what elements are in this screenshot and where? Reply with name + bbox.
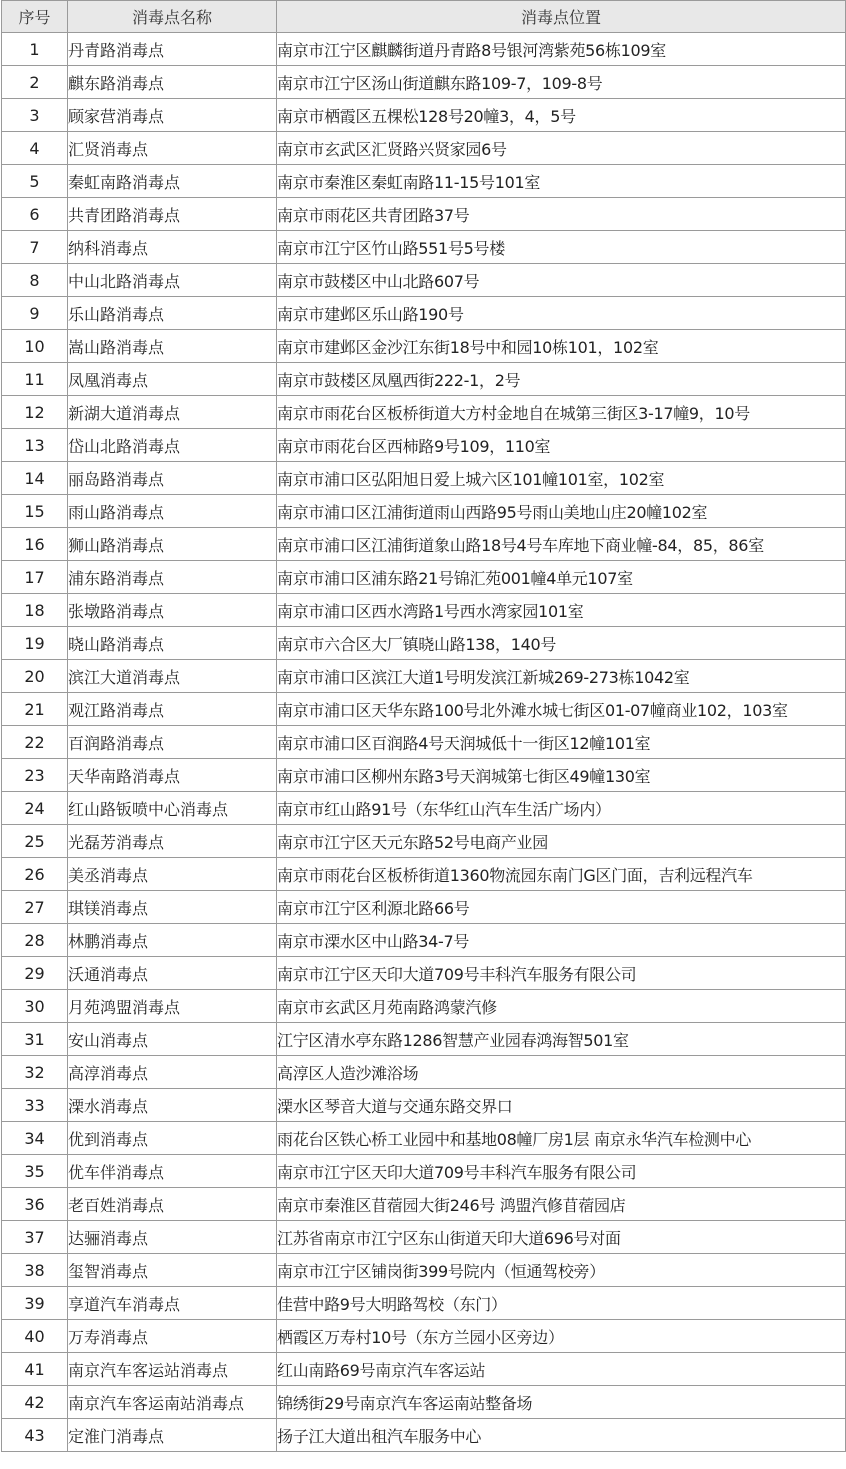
row-name: 岱山北路消毒点 bbox=[68, 429, 277, 462]
header-name: 消毒点名称 bbox=[68, 1, 277, 33]
row-number: 43 bbox=[2, 1419, 68, 1452]
row-name: 定淮门消毒点 bbox=[68, 1419, 277, 1452]
row-number: 29 bbox=[2, 957, 68, 990]
row-number: 7 bbox=[2, 231, 68, 264]
row-name: 百润路消毒点 bbox=[68, 726, 277, 759]
table-row bbox=[2, 1254, 846, 1287]
row-name: 老百姓消毒点 bbox=[68, 1188, 277, 1221]
row-number: 19 bbox=[2, 627, 68, 660]
row-location: 南京市红山路91号（东华红山汽车生活广场内） bbox=[277, 792, 846, 825]
table-row bbox=[2, 1155, 846, 1188]
row-number: 41 bbox=[2, 1353, 68, 1386]
table-row bbox=[2, 594, 846, 627]
row-location: 南京市六合区大厂镇晓山路138，140号 bbox=[277, 627, 846, 660]
row-location: 江苏省南京市江宁区东山街道天印大道696号对面 bbox=[277, 1221, 846, 1254]
row-name: 秦虹南路消毒点 bbox=[68, 165, 277, 198]
table-body bbox=[2, 33, 846, 1452]
table-row bbox=[2, 495, 846, 528]
header-no: 序号 bbox=[2, 1, 68, 33]
row-number: 21 bbox=[2, 693, 68, 726]
table-row bbox=[2, 528, 846, 561]
row-location: 溧水区琴音大道与交通东路交界口 bbox=[277, 1089, 846, 1122]
row-name: 沃通消毒点 bbox=[68, 957, 277, 990]
row-number: 14 bbox=[2, 462, 68, 495]
header-row bbox=[2, 1, 846, 33]
row-location: 锦绣街29号南京汽车客运南站整备场 bbox=[277, 1386, 846, 1419]
row-location: 扬子江大道出租汽车服务中心 bbox=[277, 1419, 846, 1452]
row-number: 1 bbox=[2, 33, 68, 66]
row-name: 月苑鸿盟消毒点 bbox=[68, 990, 277, 1023]
row-name: 红山路钣喷中心消毒点 bbox=[68, 792, 277, 825]
row-location: 南京市江宁区天元东路52号电商产业园 bbox=[277, 825, 846, 858]
row-name: 优车伴消毒点 bbox=[68, 1155, 277, 1188]
row-number: 28 bbox=[2, 924, 68, 957]
row-location: 南京市浦口区浦东路21号锦汇苑001幢4单元107室 bbox=[277, 561, 846, 594]
table-row bbox=[2, 99, 846, 132]
table-row bbox=[2, 165, 846, 198]
row-location: 南京市浦口区西水湾路1号西水湾家园101室 bbox=[277, 594, 846, 627]
row-location: 高淳区人造沙滩浴场 bbox=[277, 1056, 846, 1089]
table-row bbox=[2, 132, 846, 165]
row-number: 20 bbox=[2, 660, 68, 693]
table-row bbox=[2, 462, 846, 495]
row-location: 南京市建邺区乐山路190号 bbox=[277, 297, 846, 330]
row-number: 8 bbox=[2, 264, 68, 297]
row-location: 南京市溧水区中山路34-7号 bbox=[277, 924, 846, 957]
row-number: 18 bbox=[2, 594, 68, 627]
row-location: 南京市建邺区金沙江东街18号中和园10栋101，102室 bbox=[277, 330, 846, 363]
row-location: 南京市江宁区竹山路551号5号楼 bbox=[277, 231, 846, 264]
row-location: 南京市栖霞区五棵松128号20幢3，4，5号 bbox=[277, 99, 846, 132]
row-name: 安山消毒点 bbox=[68, 1023, 277, 1056]
row-location: 南京市浦口区百润路4号天润城低十一街区12幢101室 bbox=[277, 726, 846, 759]
row-name: 滨江大道消毒点 bbox=[68, 660, 277, 693]
row-name: 浦东路消毒点 bbox=[68, 561, 277, 594]
row-number: 15 bbox=[2, 495, 68, 528]
row-name: 琪镁消毒点 bbox=[68, 891, 277, 924]
row-location: 雨花台区铁心桥工业园中和基地08幢厂房1层 南京永华汽车检测中心 bbox=[277, 1122, 846, 1155]
table-row bbox=[2, 1386, 846, 1419]
table-row bbox=[2, 66, 846, 99]
table-row bbox=[2, 429, 846, 462]
table-row bbox=[2, 1089, 846, 1122]
table-row bbox=[2, 891, 846, 924]
row-location: 南京市秦淮区苜蓿园大街246号 鸿盟汽修苜蓿园店 bbox=[277, 1188, 846, 1221]
table-row bbox=[2, 627, 846, 660]
row-name: 新湖大道消毒点 bbox=[68, 396, 277, 429]
table-row bbox=[2, 1122, 846, 1155]
table-row bbox=[2, 858, 846, 891]
row-name: 嵩山路消毒点 bbox=[68, 330, 277, 363]
row-location: 佳营中路9号大明路驾校（东门） bbox=[277, 1287, 846, 1320]
row-location: 栖霞区万寿村10号（东方兰园小区旁边） bbox=[277, 1320, 846, 1353]
row-name: 美丞消毒点 bbox=[68, 858, 277, 891]
row-name: 共青团路消毒点 bbox=[68, 198, 277, 231]
row-number: 16 bbox=[2, 528, 68, 561]
row-number: 38 bbox=[2, 1254, 68, 1287]
row-number: 42 bbox=[2, 1386, 68, 1419]
row-location: 南京市江宁区麒麟街道丹青路8号银河湾紫苑56栋109室 bbox=[277, 33, 846, 66]
row-location: 南京市浦口区天华东路100号北外滩水城七街区01-07幢商业102，103室 bbox=[277, 693, 846, 726]
row-name: 丽岛路消毒点 bbox=[68, 462, 277, 495]
table-row bbox=[2, 924, 846, 957]
table-row bbox=[2, 660, 846, 693]
row-number: 12 bbox=[2, 396, 68, 429]
row-name: 观江路消毒点 bbox=[68, 693, 277, 726]
row-location: 南京市江宁区汤山街道麒东路109-7，109-8号 bbox=[277, 66, 846, 99]
row-number: 2 bbox=[2, 66, 68, 99]
row-name: 张墩路消毒点 bbox=[68, 594, 277, 627]
row-name: 林鹏消毒点 bbox=[68, 924, 277, 957]
table-row bbox=[2, 957, 846, 990]
table-row bbox=[2, 363, 846, 396]
row-name: 高淳消毒点 bbox=[68, 1056, 277, 1089]
table-row bbox=[2, 198, 846, 231]
table-row bbox=[2, 330, 846, 363]
row-number: 22 bbox=[2, 726, 68, 759]
row-number: 31 bbox=[2, 1023, 68, 1056]
row-number: 34 bbox=[2, 1122, 68, 1155]
row-name: 顾家营消毒点 bbox=[68, 99, 277, 132]
row-location: 南京市鼓楼区中山北路607号 bbox=[277, 264, 846, 297]
row-number: 35 bbox=[2, 1155, 68, 1188]
row-name: 万寿消毒点 bbox=[68, 1320, 277, 1353]
row-name: 晓山路消毒点 bbox=[68, 627, 277, 660]
row-number: 39 bbox=[2, 1287, 68, 1320]
table-row bbox=[2, 1287, 846, 1320]
row-number: 11 bbox=[2, 363, 68, 396]
row-number: 40 bbox=[2, 1320, 68, 1353]
row-number: 3 bbox=[2, 99, 68, 132]
row-name: 雨山路消毒点 bbox=[68, 495, 277, 528]
row-location: 南京市浦口区江浦街道象山路18号4号车库地下商业幢-84，85，86室 bbox=[277, 528, 846, 561]
row-name: 麒东路消毒点 bbox=[68, 66, 277, 99]
row-location: 南京市浦口区江浦街道雨山西路95号雨山美地山庄20幢102室 bbox=[277, 495, 846, 528]
row-name: 汇贤消毒点 bbox=[68, 132, 277, 165]
table-row bbox=[2, 297, 846, 330]
row-number: 9 bbox=[2, 297, 68, 330]
table-row bbox=[2, 231, 846, 264]
table-row bbox=[2, 792, 846, 825]
row-name: 光磊芳消毒点 bbox=[68, 825, 277, 858]
table-row bbox=[2, 1023, 846, 1056]
row-name: 乐山路消毒点 bbox=[68, 297, 277, 330]
table-row bbox=[2, 264, 846, 297]
row-location: 南京市江宁区铺岗街399号院内（恒通驾校旁） bbox=[277, 1254, 846, 1287]
table-row bbox=[2, 1320, 846, 1353]
row-number: 4 bbox=[2, 132, 68, 165]
row-location: 江宁区清水亭东路1286智慧产业园春鸿海智501室 bbox=[277, 1023, 846, 1056]
table-row bbox=[2, 1221, 846, 1254]
row-number: 23 bbox=[2, 759, 68, 792]
row-number: 30 bbox=[2, 990, 68, 1023]
table-row bbox=[2, 33, 846, 66]
row-number: 36 bbox=[2, 1188, 68, 1221]
row-name: 玺智消毒点 bbox=[68, 1254, 277, 1287]
row-name: 享道汽车消毒点 bbox=[68, 1287, 277, 1320]
row-location: 南京市雨花台区板桥街道1360物流园东南门G区门面，吉利远程汽车 bbox=[277, 858, 846, 891]
row-name: 南京汽车客运南站消毒点 bbox=[68, 1386, 277, 1419]
row-number: 10 bbox=[2, 330, 68, 363]
row-location: 南京市雨花台区板桥街道大方村金地自在城第三街区3-17幢9，10号 bbox=[277, 396, 846, 429]
row-number: 6 bbox=[2, 198, 68, 231]
row-name: 达骊消毒点 bbox=[68, 1221, 277, 1254]
row-location: 红山南路69号南京汽车客运站 bbox=[277, 1353, 846, 1386]
row-name: 凤凰消毒点 bbox=[68, 363, 277, 396]
row-number: 26 bbox=[2, 858, 68, 891]
table-row bbox=[2, 1188, 846, 1221]
row-number: 25 bbox=[2, 825, 68, 858]
table-row bbox=[2, 396, 846, 429]
row-location: 南京市江宁区利源北路66号 bbox=[277, 891, 846, 924]
table-row bbox=[2, 825, 846, 858]
table-row bbox=[2, 726, 846, 759]
table-row bbox=[2, 1353, 846, 1386]
row-name: 南京汽车客运站消毒点 bbox=[68, 1353, 277, 1386]
row-number: 33 bbox=[2, 1089, 68, 1122]
row-number: 17 bbox=[2, 561, 68, 594]
row-name: 优到消毒点 bbox=[68, 1122, 277, 1155]
header-location: 消毒点位置 bbox=[277, 1, 846, 33]
row-location: 南京市浦口区弘阳旭日爱上城六区101幢101室，102室 bbox=[277, 462, 846, 495]
row-location: 南京市玄武区月苑南路鸿蒙汽修 bbox=[277, 990, 846, 1023]
row-name: 溧水消毒点 bbox=[68, 1089, 277, 1122]
row-number: 24 bbox=[2, 792, 68, 825]
row-name: 中山北路消毒点 bbox=[68, 264, 277, 297]
row-location: 南京市江宁区天印大道709号丰科汽车服务有限公司 bbox=[277, 957, 846, 990]
table-row bbox=[2, 759, 846, 792]
row-location: 南京市秦淮区秦虹南路11-15号101室 bbox=[277, 165, 846, 198]
row-number: 32 bbox=[2, 1056, 68, 1089]
table-row bbox=[2, 693, 846, 726]
table-row bbox=[2, 1056, 846, 1089]
row-name: 天华南路消毒点 bbox=[68, 759, 277, 792]
row-name: 纳科消毒点 bbox=[68, 231, 277, 264]
row-number: 13 bbox=[2, 429, 68, 462]
table-row bbox=[2, 1419, 846, 1452]
row-number: 5 bbox=[2, 165, 68, 198]
row-location: 南京市玄武区汇贤路兴贤家园6号 bbox=[277, 132, 846, 165]
row-location: 南京市浦口区滨江大道1号明发滨江新城269-273栋1042室 bbox=[277, 660, 846, 693]
table-row bbox=[2, 561, 846, 594]
row-number: 27 bbox=[2, 891, 68, 924]
row-location: 南京市雨花区共青团路37号 bbox=[277, 198, 846, 231]
disinfection-points-table bbox=[1, 0, 846, 1452]
row-location: 南京市鼓楼区凤凰西街222-1，2号 bbox=[277, 363, 846, 396]
table-row bbox=[2, 990, 846, 1023]
row-location: 南京市江宁区天印大道709号丰科汽车服务有限公司 bbox=[277, 1155, 846, 1188]
row-name: 丹青路消毒点 bbox=[68, 33, 277, 66]
row-name: 狮山路消毒点 bbox=[68, 528, 277, 561]
row-location: 南京市浦口区柳州东路3号天润城第七街区49幢130室 bbox=[277, 759, 846, 792]
row-location: 南京市雨花台区西柿路9号109，110室 bbox=[277, 429, 846, 462]
row-number: 37 bbox=[2, 1221, 68, 1254]
